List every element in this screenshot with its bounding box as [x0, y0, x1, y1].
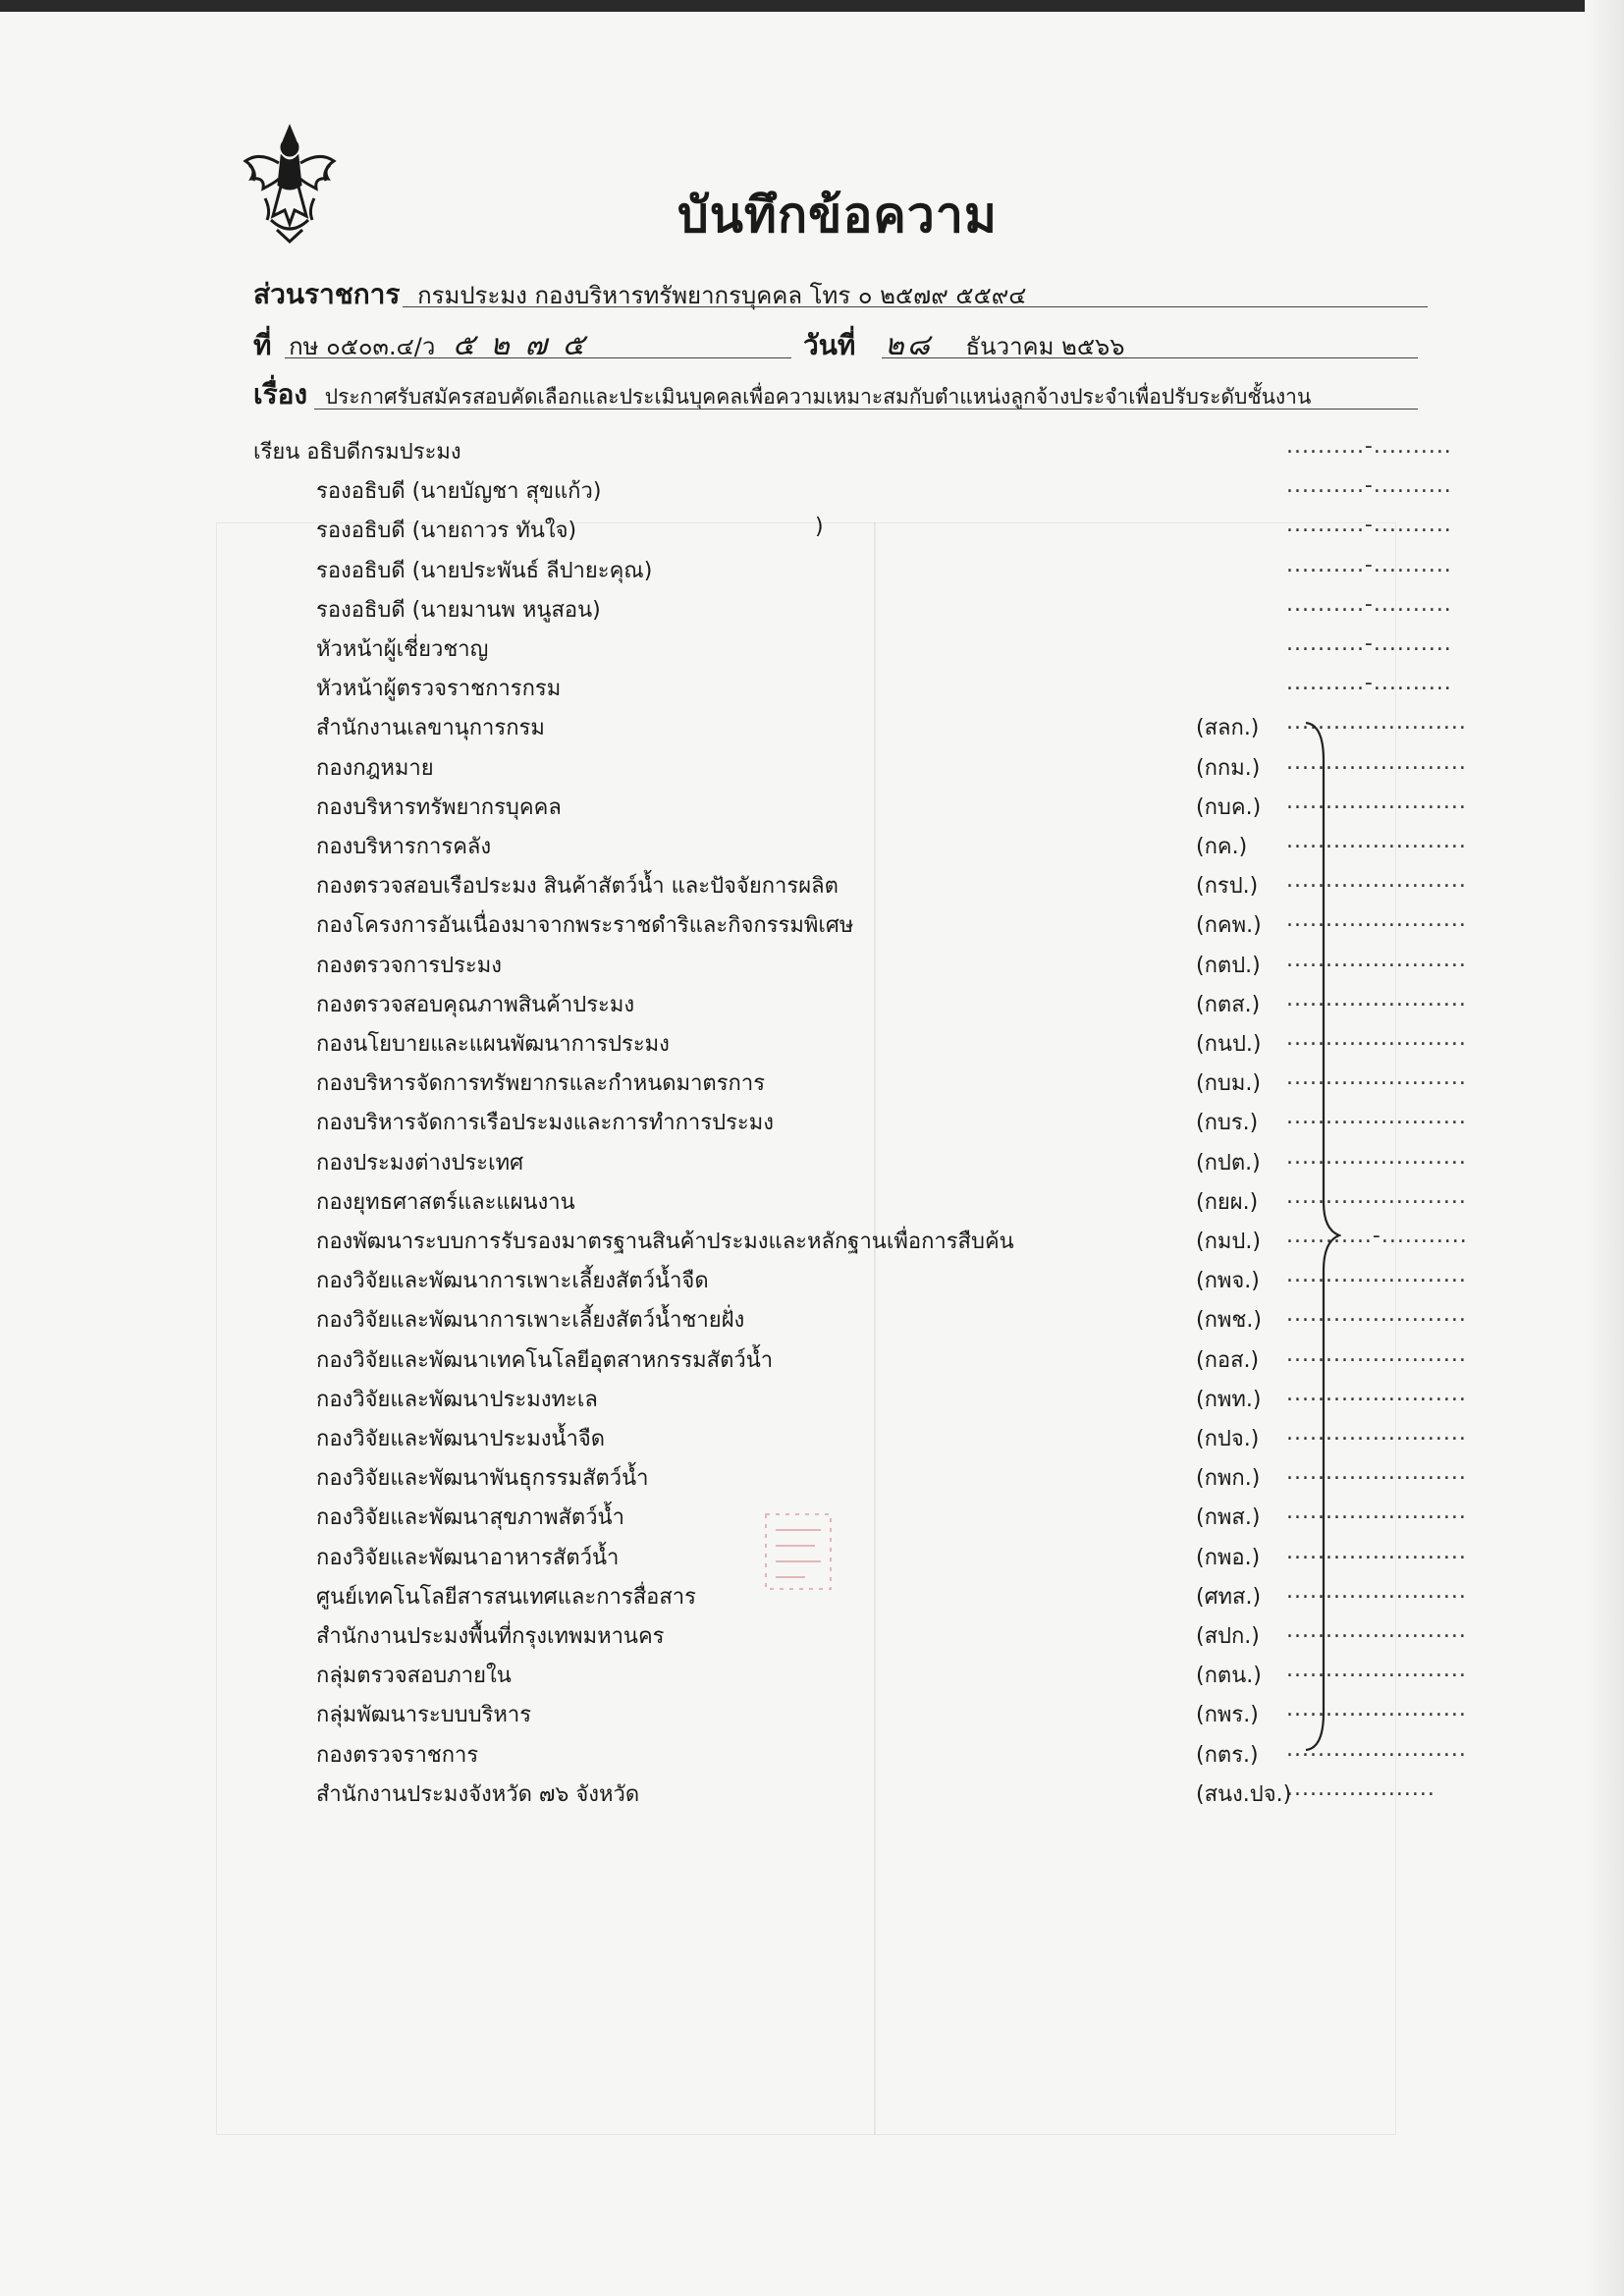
recipient-abbr: (กพท.)	[1196, 1388, 1262, 1412]
recipient-abbr: (กค.)	[1196, 835, 1248, 859]
recipient-name: กองประมงต่างประเทศ	[316, 1151, 524, 1175]
recipient-dots: .......................	[1286, 1658, 1467, 1682]
recipient-name: หัวหน้าผู้เชี่ยวชาญ	[316, 637, 489, 662]
date-label: วันที่	[803, 329, 856, 361]
recipient-name: กองนโยบายและแผนพัฒนาการประมง	[316, 1032, 670, 1057]
recipient-name: กองวิจัยและพัฒนาพันธุกรรมสัตว์น้ำ	[316, 1466, 649, 1491]
recipient-dots: .......................	[1286, 1460, 1467, 1485]
recipient-abbr: (กตน.)	[1196, 1664, 1262, 1688]
date-day-handwritten: ๒๘	[884, 328, 933, 362]
recipient-dots: .......................	[1286, 1540, 1467, 1564]
recipient-dots: .......................	[1286, 1105, 1467, 1129]
agency-underline	[403, 306, 1428, 307]
recipient-name: กองโครงการอันเนื่องมาจากพระราชดำริและกิจกรรมพิเศษ	[316, 913, 854, 938]
ref-underline	[285, 357, 791, 358]
recipient-abbr: (กรป.)	[1196, 874, 1259, 899]
recipient-abbr: (กมป.)	[1196, 1230, 1261, 1254]
recipient-name: หัวหน้าผู้ตรวจราชการกรม	[316, 677, 562, 701]
recipient-dots: .......................	[1286, 1026, 1467, 1051]
agency-value: กรมประมง กองบริหารทรัพยากรบุคคล โทร ๐ ๒๕๗๙ ๕๕๙๔	[417, 282, 1027, 309]
recipient-name: ศูนย์เทคโนโลยีสารสนเทศและการสื่อสาร	[316, 1585, 696, 1610]
recipient-name: กองบริหารการคลัง	[316, 835, 492, 859]
recipient-name: รองอธิบดี (นายบัญชา สุขแก้ว)	[316, 479, 602, 504]
recipient-abbr: (กพช.)	[1196, 1308, 1262, 1333]
recipient-name: กองวิจัยและพัฒนาการเพาะเลี้ยงสัตว์น้ำจืด	[316, 1269, 709, 1293]
scan-right-edge	[1585, 0, 1624, 2296]
recipient-name: สำนักงานประมงจังหวัด ๗๖ จังหวัด	[316, 1782, 640, 1807]
recipient-name: กองวิจัยและพัฒนาการเพาะเลี้ยงสัตว์น้ำชายฝั่ง	[316, 1308, 745, 1333]
ref-number-handwritten: ๕ ๒ ๗ ๕	[452, 328, 588, 362]
recipient-name: กลุ่มพัฒนาระบบบริหาร	[316, 1703, 532, 1727]
recipient-dots: ...........-...........	[1286, 1224, 1468, 1248]
recipient-dots: ..........-..........	[1286, 592, 1452, 617]
recipient-name: รองอธิบดี (นายประพันธ์ ลีปายะคุณ)	[316, 559, 653, 583]
recipient-name: กองยุทธศาสตร์และแผนงาน	[316, 1190, 575, 1215]
subject-value: ประกาศรับสมัครสอบคัดเลือกและประเมินบุคคลเพื่อความเหมาะสมกับตำแหน่งลูกจ้างประจำเพื่อปรับระดับชั้นงาน	[324, 385, 1312, 409]
reference-row	[253, 322, 587, 368]
recipient-dots: .......................	[1286, 1342, 1467, 1367]
recipient-dots: .......................	[1286, 907, 1467, 932]
recipient-name: กองตรวจสอบเรือประมง สินค้าสัตว์น้ำ และปัจจัยการผลิต	[316, 874, 839, 899]
recipient-abbr: (กตส.)	[1196, 993, 1261, 1017]
recipient-abbr: (กพจ.)	[1196, 1269, 1260, 1293]
recipient-abbr: (กพส.)	[1196, 1505, 1261, 1530]
recipient-dots: .......................	[1286, 1184, 1467, 1209]
recipient-dots: .......................	[1286, 1579, 1467, 1604]
recipient-name: สำนักงานเลขานุการกรม	[316, 716, 545, 740]
recipient-abbr: (กตร.)	[1196, 1743, 1259, 1768]
recipient-abbr: (กอส.)	[1196, 1348, 1260, 1373]
recipient-abbr: (กปจ.)	[1196, 1427, 1260, 1451]
recipient-name: กองวิจัยและพัฒนาประมงทะเล	[316, 1388, 598, 1412]
memo-page	[0, 12, 1585, 2296]
recipient-dots: ..........-..........	[1286, 631, 1452, 656]
recipient-abbr: (กตป.)	[1196, 954, 1261, 978]
recipient-name: กองกฎหมาย	[316, 756, 434, 781]
stray-parenthesis: )	[815, 515, 824, 539]
recipient-abbr: (กยผ.)	[1196, 1190, 1259, 1215]
recipient-name: กองบริหารจัดการทรัพยากรและกำหนดมาตรการ	[316, 1071, 766, 1096]
recipient-abbr: (กปต.)	[1196, 1151, 1261, 1175]
recipient-name: กองวิจัยและพัฒนาเทคโนโลยีอุตสาหกรรมสัตว์น้ำ	[316, 1348, 774, 1373]
recipient-abbr: (สนง.ปจ.)	[1196, 1782, 1292, 1807]
recipient-dots: .......................	[1286, 868, 1467, 893]
agency-row	[253, 273, 1026, 316]
garuda-emblem-icon	[242, 122, 338, 247]
recipient-dots: .......................	[1286, 750, 1467, 775]
recipient-dots: ..........-..........	[1286, 553, 1452, 577]
recipient-name: เรียน อธิบดีกรมประมง	[253, 440, 461, 465]
recipient-dots: ...................	[1286, 1777, 1435, 1801]
recipient-name: กองบริหารทรัพยากรบุคคล	[316, 795, 562, 820]
recipient-abbr: (กบค.)	[1196, 795, 1262, 820]
recipient-name: รองอธิบดี (นายถาวร ทันใจ)	[316, 519, 577, 543]
recipient-dots: ..........-..........	[1286, 434, 1452, 459]
recipient-dots: .......................	[1286, 1618, 1467, 1643]
recipient-abbr: (กคพ.)	[1196, 913, 1262, 938]
recipient-dots: .......................	[1286, 1697, 1467, 1722]
scan-top-edge	[0, 0, 1624, 12]
subject-underline	[314, 409, 1418, 410]
recipient-abbr: (กนป.)	[1196, 1032, 1262, 1057]
recipient-name: รองอธิบดี (นายมานพ หนูสอน)	[316, 598, 601, 623]
memo-title: บันทึกข้อความ	[677, 187, 998, 244]
recipient-dots: .......................	[1286, 829, 1467, 853]
recipient-dots: ..........-..........	[1286, 473, 1452, 498]
recipient-abbr: (กพร.)	[1196, 1703, 1259, 1727]
date-underline	[882, 357, 1418, 358]
recipient-name: กองตรวจการประมง	[316, 954, 502, 978]
subject-row	[253, 373, 1311, 416]
recipient-dots: .......................	[1286, 987, 1467, 1011]
recipient-dots: .......................	[1286, 710, 1467, 735]
recipient-dots: .......................	[1286, 1500, 1467, 1524]
recipient-name: กองตรวจราชการ	[316, 1743, 479, 1768]
recipient-name: กองตรวจสอบคุณภาพสินค้าประมง	[316, 993, 635, 1017]
receiving-stamp-icon	[756, 1506, 840, 1597]
recipient-name: กองวิจัยและพัฒนาอาหารสัตว์น้ำ	[316, 1546, 620, 1570]
handwritten-brace-icon	[1302, 721, 1341, 1752]
recipient-dots: .......................	[1286, 790, 1467, 814]
recipient-dots: .......................	[1286, 1737, 1467, 1762]
recipient-dots: ..........-..........	[1286, 671, 1452, 695]
recipient-abbr: (ศทส.)	[1196, 1585, 1262, 1610]
recipient-name: กองพัฒนาระบบการรับรองมาตรฐานสินค้าประมงและหลักฐานเพื่อการสืบค้น	[316, 1230, 1014, 1254]
recipient-abbr: (กบร.)	[1196, 1111, 1259, 1135]
recipient-dots: .......................	[1286, 1382, 1467, 1406]
date-row	[803, 322, 1125, 368]
recipient-dots: .......................	[1286, 948, 1467, 972]
ref-prefix: กษ ๐๕๐๓.๔/ว	[289, 333, 436, 360]
recipient-dots: .......................	[1286, 1263, 1467, 1287]
recipient-abbr: (สลก.)	[1196, 716, 1260, 740]
recipient-name: กลุ่มตรวจสอบภายใน	[316, 1664, 512, 1688]
show-through-divider	[874, 522, 876, 2135]
subject-label: เรื่อง	[253, 378, 308, 410]
recipient-name: กองวิจัยและพัฒนาสุขภาพสัตว์น้ำ	[316, 1505, 624, 1530]
recipient-abbr: (กพอ.)	[1196, 1546, 1261, 1570]
recipient-name: สำนักงานประมงพื้นที่กรุงเทพมหานคร	[316, 1624, 665, 1649]
recipient-dots: .......................	[1286, 1421, 1467, 1446]
recipient-name: กองวิจัยและพัฒนาประมงน้ำจืด	[316, 1427, 606, 1451]
recipient-abbr: (กบม.)	[1196, 1071, 1261, 1096]
recipient-name: กองบริหารจัดการเรือประมงและการทำการประมง	[316, 1111, 774, 1135]
agency-label: ส่วนราชการ	[253, 278, 401, 310]
recipient-dots: .......................	[1286, 1145, 1467, 1170]
recipient-dots: ..........-..........	[1286, 513, 1452, 537]
date-month-year: ธันวาคม ๒๕๖๖	[965, 333, 1125, 360]
recipient-dots: .......................	[1286, 1066, 1467, 1090]
recipient-abbr: (สปก.)	[1196, 1624, 1260, 1649]
recipient-dots: .......................	[1286, 1302, 1467, 1327]
recipient-abbr: (กกม.)	[1196, 756, 1261, 781]
recipient-abbr: (กพก.)	[1196, 1466, 1261, 1491]
ref-label: ที่	[253, 329, 272, 361]
